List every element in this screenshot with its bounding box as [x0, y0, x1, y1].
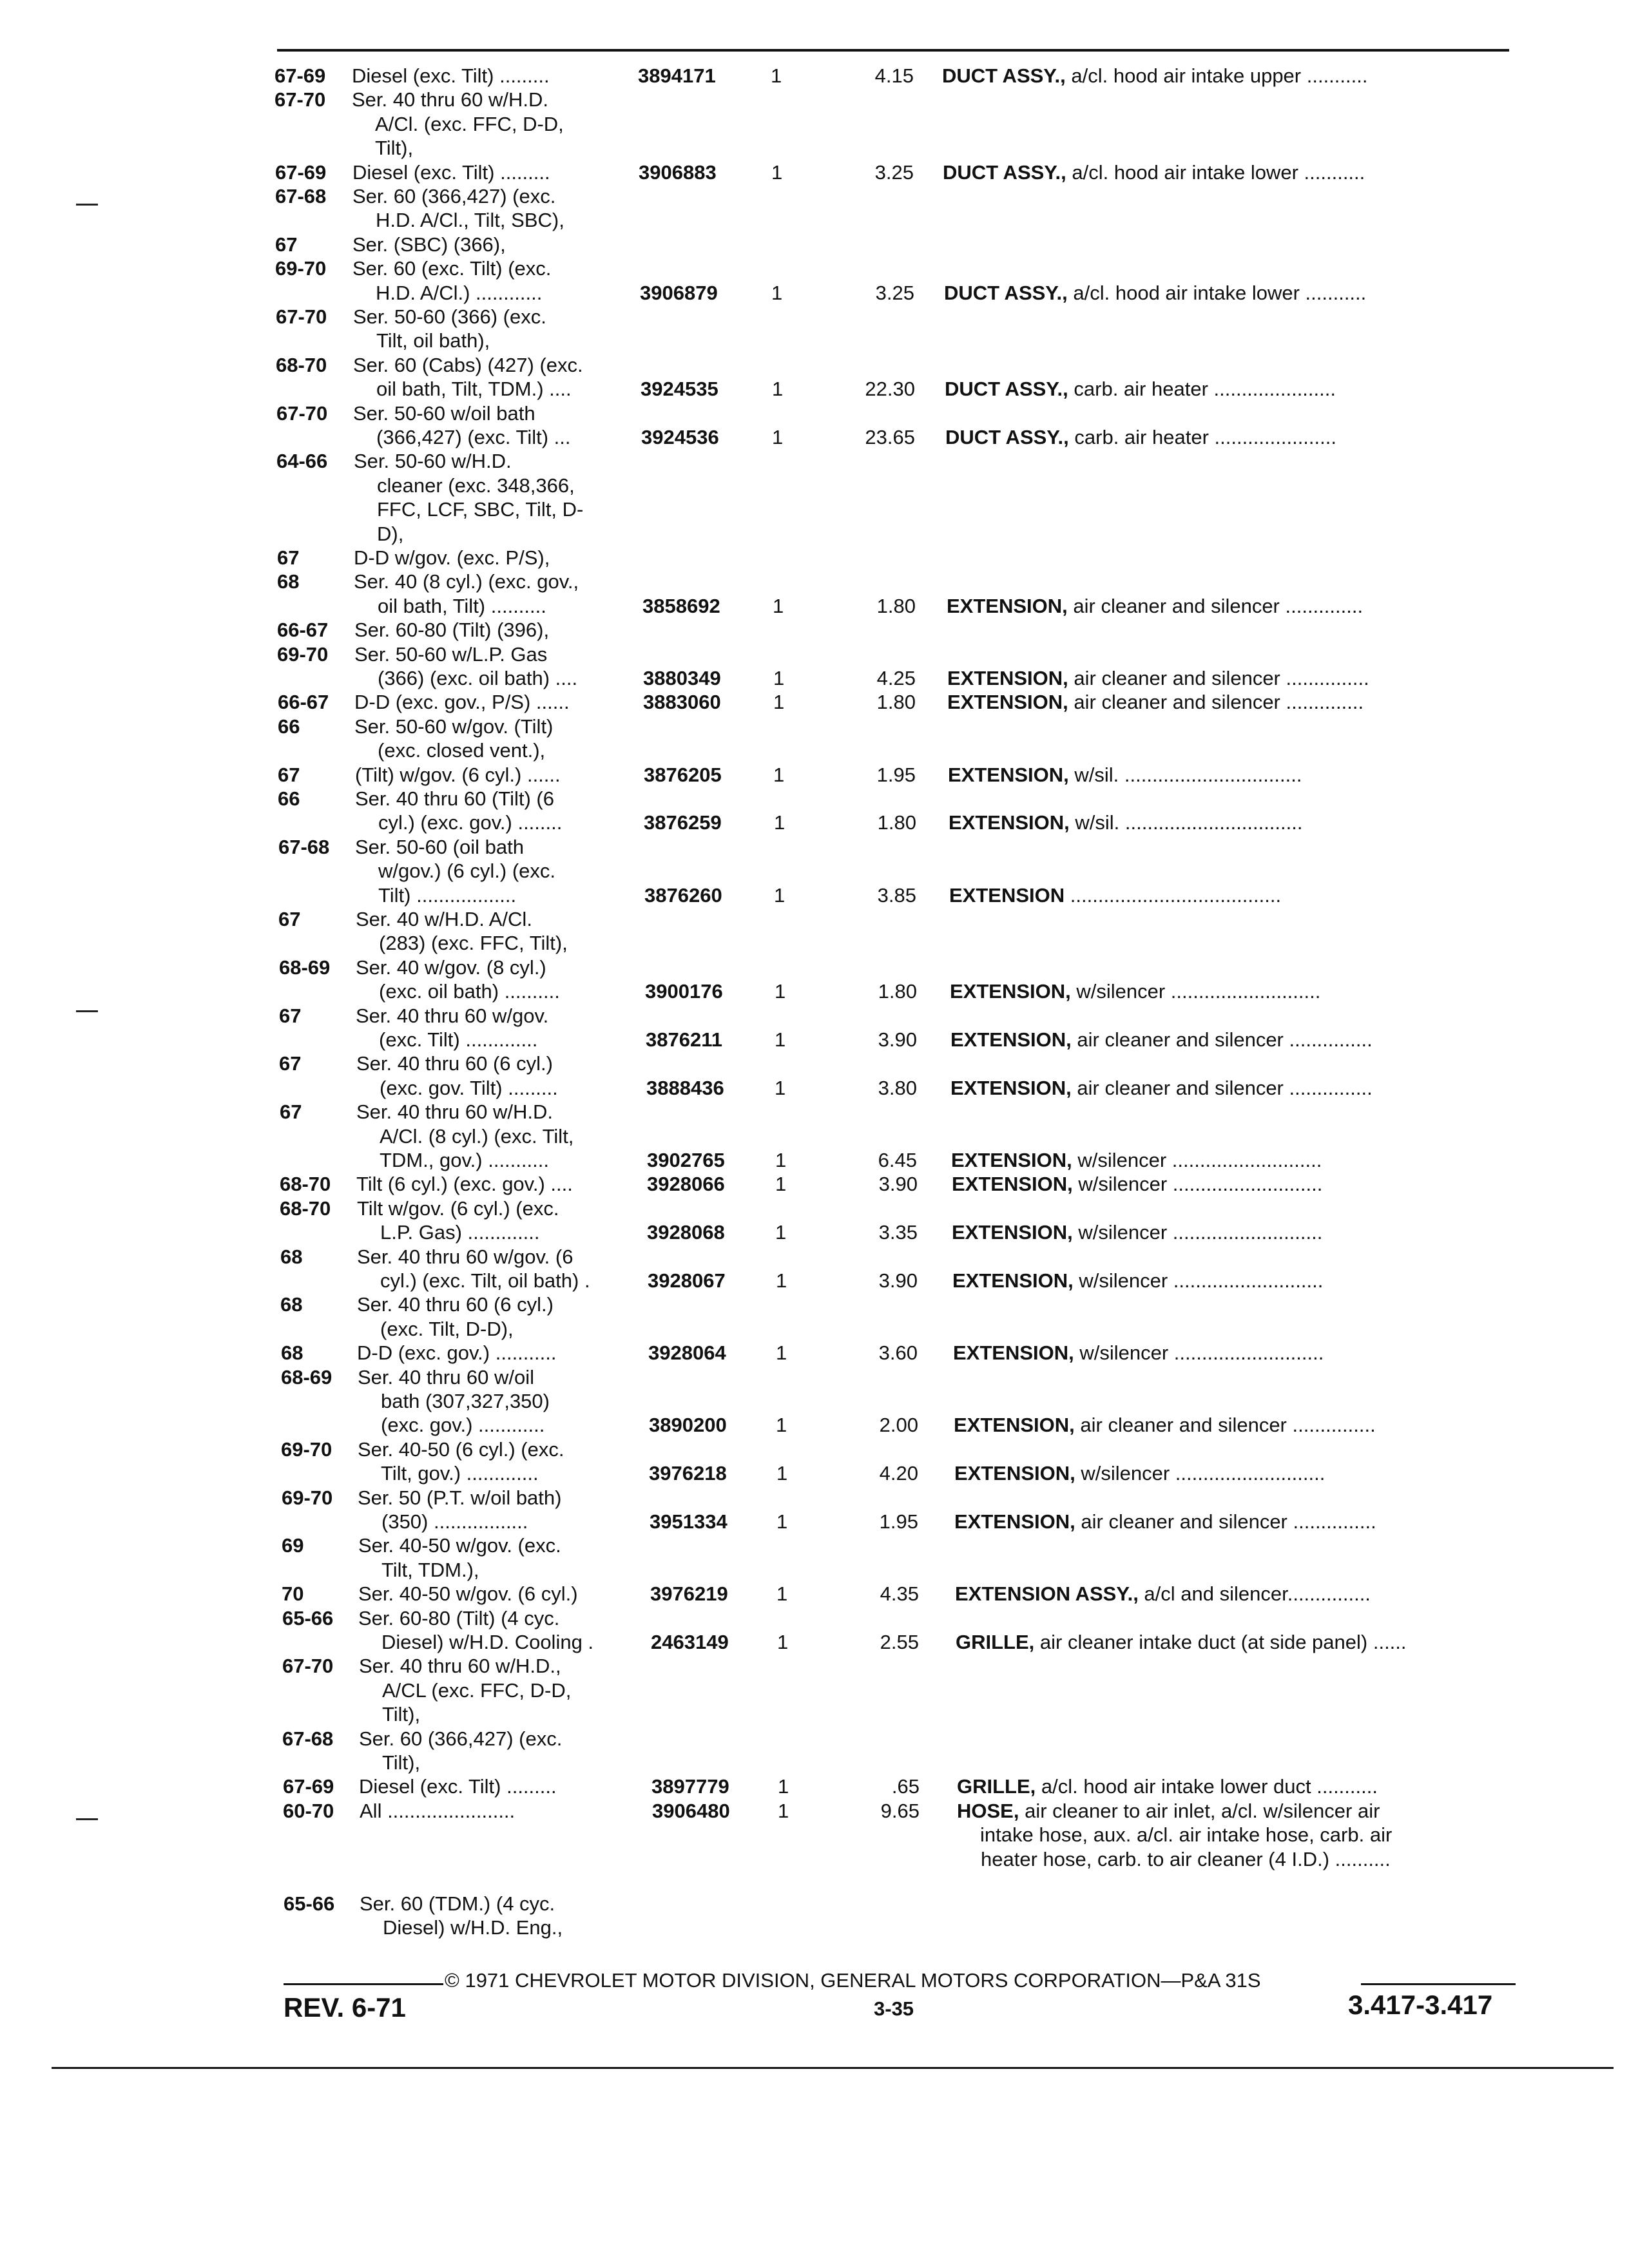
part-name: EXTENSION,: [950, 980, 1071, 1003]
part-description: [952, 1173, 1322, 1196]
part-description-text: w/silencer ...........................: [1072, 1173, 1323, 1196]
list-price: 3.60: [878, 1341, 918, 1365]
part-name: EXTENSION,: [947, 667, 1068, 689]
application-text: (350) .................: [381, 1510, 528, 1533]
part-number: 3928067: [648, 1269, 726, 1292]
part-number: 3951334: [650, 1510, 728, 1533]
application-text: Ser. 40 thru 60 (6 cyl.): [357, 1293, 554, 1316]
list-price: 3.90: [878, 1269, 918, 1292]
quantity: 1: [771, 64, 782, 87]
part-description-text: air cleaner intake duct (at side panel) ......: [1034, 1631, 1407, 1653]
part-number: 3902765: [647, 1149, 725, 1171]
quantity: 1: [771, 281, 783, 304]
quantity: 1: [775, 980, 786, 1003]
part-description-text: w/sil. ................................: [1069, 811, 1303, 834]
application-text: Tilt),: [382, 1703, 421, 1726]
list-price: 3.35: [878, 1221, 918, 1244]
application-text: A/CL (exc. FFC, D-D,: [382, 1678, 572, 1702]
part-description: [957, 1800, 1380, 1823]
application-text: Ser. 40 thru 60 w/H.D.: [356, 1100, 553, 1124]
application-text: H.D. A/Cl., Tilt, SBC),: [376, 209, 564, 232]
application-text: Tilt (6 cyl.) (exc. gov.) ....: [356, 1173, 573, 1196]
list-price: 3.90: [878, 1028, 917, 1051]
part-number: 3928064: [648, 1341, 726, 1365]
application-text: D-D (exc. gov., P/S) ......: [354, 691, 570, 714]
part-description-text: carb. air heater ......................: [1068, 426, 1336, 448]
part-description-continued: heater hose, carb. to air cleaner (4 I.D.) ..........: [981, 1847, 1391, 1870]
quantity: 1: [774, 811, 786, 834]
application-text: oil bath, Tilt, TDM.) ....: [376, 378, 572, 401]
part-number: 3880349: [643, 667, 721, 689]
model-year: 68-69: [279, 956, 331, 979]
application-text: Ser. 40 w/gov. (8 cyl.): [356, 956, 546, 979]
list-price: 1.80: [877, 811, 916, 834]
part-description-continued: intake hose, aux. a/cl. air intake hose, carb. air: [980, 1823, 1393, 1847]
part-name: DUCT ASSY.,: [942, 64, 1066, 87]
application-text: (exc. oil bath) ..........: [379, 980, 560, 1003]
margin-mark: [76, 1818, 98, 1820]
part-description-text: w/sil. ................................: [1068, 763, 1302, 786]
model-year: 67: [279, 1052, 302, 1075]
application-text: Ser. 40 (8 cyl.) (exc. gov.,: [354, 570, 579, 593]
part-description-text: a/cl. hood air intake lower ...........: [1067, 281, 1367, 304]
part-number: 3894171: [638, 64, 716, 87]
application-text: Ser. 60 (exc. Tilt) (exc.: [352, 257, 552, 280]
application-text: Ser. 40 thru 60 w/H.D.,: [359, 1655, 561, 1678]
application-text: Ser. 50-60 (366) (exc.: [353, 305, 546, 328]
application-text: Ser. 50-60 w/H.D.: [354, 450, 512, 473]
part-description: [952, 1221, 1322, 1244]
part-number: 2463149: [651, 1631, 729, 1653]
list-price: 3.80: [878, 1076, 917, 1099]
application-text: L.P. Gas) .............: [380, 1221, 540, 1244]
application-text: Ser. 40 w/H.D. A/Cl.: [356, 908, 532, 930]
part-description-text: air cleaner and silencer ..............: [1067, 594, 1364, 617]
model-year: 69-70: [281, 1437, 333, 1461]
part-description-text: w/silencer ...........................: [1074, 1341, 1324, 1365]
quantity: 1: [778, 1799, 789, 1822]
part-name: EXTENSION,: [953, 1341, 1074, 1365]
page-number: 3-35: [874, 1997, 914, 2020]
model-year: 68-70: [280, 1173, 331, 1196]
revision-label: REV. 6-71: [284, 1992, 406, 2023]
list-price: 6.45: [878, 1149, 917, 1171]
application-text: (366,427) (exc. Tilt) ...: [376, 426, 571, 448]
part-description: [949, 884, 1281, 907]
quantity: 1: [771, 160, 783, 184]
part-number: 3924536: [641, 426, 719, 448]
part-name: GRILLE,: [956, 1631, 1035, 1653]
part-name: DUCT ASSY.,: [945, 378, 1068, 401]
part-description: [952, 1269, 1323, 1293]
model-year: 65-66: [284, 1892, 335, 1915]
part-name: EXTENSION,: [952, 1269, 1074, 1292]
application-text: (366) (exc. oil bath) ....: [378, 667, 578, 689]
model-year: 69-70: [277, 642, 329, 666]
application-text: Ser. 40 thru 60 (6 cyl.): [356, 1052, 553, 1075]
part-description: [951, 1149, 1322, 1172]
part-number: 3897779: [651, 1775, 729, 1798]
application-text: w/gov.) (6 cyl.) (exc.: [378, 860, 556, 883]
application-text: Ser. (SBC) (366),: [352, 233, 506, 256]
quantity: 1: [776, 1269, 787, 1292]
quantity: 1: [776, 1510, 788, 1533]
application-text: D-D (exc. gov.) ...........: [357, 1341, 557, 1365]
quantity: 1: [773, 594, 784, 617]
list-price: .65: [891, 1775, 920, 1798]
application-text: Ser. 40-50 w/gov. (exc.: [358, 1534, 561, 1557]
list-price: 4.15: [874, 64, 914, 87]
application-text: TDM., gov.) ...........: [380, 1149, 549, 1171]
quantity: 1: [776, 1341, 787, 1365]
model-year: 67: [278, 908, 301, 930]
quantity: 1: [777, 1631, 789, 1653]
model-year: 67-69: [283, 1775, 334, 1798]
part-name: DUCT ASSY.,: [944, 281, 1068, 304]
application-text: Tilt w/gov. (6 cyl.) (exc.: [357, 1196, 559, 1220]
application-text: Ser. 50-60 w/L.P. Gas: [354, 642, 548, 666]
model-year: 67-70: [275, 88, 326, 111]
application-text: Diesel (exc. Tilt) .........: [359, 1775, 557, 1798]
application-text: Diesel (exc. Tilt) .........: [352, 64, 550, 87]
list-price: 3.25: [874, 160, 914, 184]
application-text: cyl.) (exc. gov.) ........: [378, 811, 563, 834]
quantity: 1: [773, 691, 785, 714]
model-year: 67: [280, 1100, 302, 1124]
part-name: EXTENSION,: [954, 1462, 1075, 1485]
model-year: 67: [279, 1004, 302, 1027]
quantity: 1: [772, 426, 784, 448]
part-description: [950, 1028, 1373, 1052]
application-text: cyl.) (exc. Tilt, oil bath) .: [380, 1269, 590, 1292]
model-year: 68: [277, 570, 300, 593]
part-number: 3976219: [650, 1582, 728, 1606]
quantity: 1: [774, 883, 786, 907]
model-year: 68-69: [281, 1365, 333, 1389]
quantity: 1: [776, 1582, 788, 1606]
application-text: cleaner (exc. 348,366,: [377, 474, 575, 497]
list-price: 1.95: [876, 763, 916, 786]
model-year: 68: [281, 1341, 304, 1365]
part-name: EXTENSION,: [948, 763, 1069, 786]
part-description: [955, 1582, 1371, 1606]
part-name: EXTENSION,: [954, 1414, 1075, 1437]
model-year: 69-70: [275, 257, 327, 280]
application-text: A/Cl. (exc. FFC, D-D,: [375, 112, 564, 135]
quantity: 1: [776, 1414, 787, 1437]
part-name: DUCT ASSY.,: [945, 426, 1069, 448]
application-text: (exc. Tilt, D-D),: [380, 1317, 514, 1340]
quantity: 1: [778, 1775, 789, 1798]
part-description: [956, 1631, 1407, 1654]
part-name: EXTENSION,: [947, 691, 1068, 714]
part-number: 3900176: [645, 980, 723, 1003]
model-year: 69-70: [282, 1486, 333, 1509]
part-number: 3883060: [643, 691, 721, 714]
part-description-text: air cleaner and silencer ...............: [1068, 667, 1369, 689]
model-year: 65-66: [282, 1606, 334, 1629]
list-price: 3.90: [878, 1173, 918, 1196]
part-name: EXTENSION,: [949, 811, 1070, 834]
model-year: 67-69: [275, 64, 326, 87]
part-description: [954, 1510, 1376, 1533]
part-description: [942, 64, 1367, 88]
part-description-text: air cleaner and silencer ...............: [1075, 1510, 1376, 1533]
application-text: Ser. 50-60 w/gov. (Tilt): [354, 715, 554, 738]
model-year: 67-68: [278, 835, 330, 858]
application-text: Tilt) ..................: [378, 883, 517, 907]
application-text: (283) (exc. FFC, Tilt),: [379, 932, 568, 955]
bottom-rule: [52, 2067, 1614, 2069]
part-description-text: ......................................: [1065, 883, 1282, 907]
list-price: 4.20: [879, 1462, 918, 1485]
part-name: EXTENSION,: [952, 1173, 1073, 1196]
model-year: 68-70: [276, 353, 327, 376]
application-text: Ser. 60-80 (Tilt) (396),: [354, 619, 550, 642]
model-year: 68-70: [280, 1196, 331, 1220]
part-name: GRILLE,: [957, 1775, 1036, 1798]
application-text: bath (307,327,350): [381, 1390, 550, 1412]
list-price: 3.85: [877, 883, 916, 907]
list-price: 9.65: [880, 1799, 920, 1822]
application-text: Tilt, oil bath),: [376, 329, 490, 352]
part-name: EXTENSION: [949, 883, 1065, 907]
part-number: 3876205: [644, 763, 722, 786]
part-number: 3906480: [652, 1799, 730, 1822]
application-text: D),: [377, 522, 404, 545]
quantity: 1: [775, 1076, 786, 1099]
application-text: Tilt),: [375, 137, 414, 160]
model-year: 67: [275, 233, 298, 256]
part-name: EXTENSION,: [951, 1149, 1072, 1171]
application-text: Ser. 50-60 (oil bath: [355, 835, 524, 858]
list-price: 1.80: [876, 594, 916, 617]
application-text: (exc. closed vent.),: [378, 739, 546, 762]
part-name: HOSE,: [957, 1799, 1019, 1822]
part-name: EXTENSION,: [952, 1221, 1073, 1244]
part-description-text: w/silencer ...........................: [1070, 980, 1321, 1003]
part-name: DUCT ASSY.,: [943, 160, 1066, 184]
part-description-text: a/cl. hood air intake upper ...........: [1065, 64, 1368, 87]
application-text: A/Cl. (8 cyl.) (exc. Tilt,: [380, 1124, 574, 1148]
part-description-text: air cleaner and silencer ..............: [1068, 691, 1364, 714]
part-description: [947, 595, 1363, 618]
part-name: EXTENSION,: [954, 1510, 1075, 1533]
list-price: 2.55: [880, 1631, 919, 1653]
application-text: Ser. 50-60 w/oil bath: [353, 401, 535, 425]
model-year: 66: [278, 715, 300, 738]
application-text: Tilt, TDM.),: [381, 1558, 479, 1581]
list-price: 3.25: [875, 281, 914, 304]
model-year: 67-69: [275, 160, 327, 184]
list-price: 22.30: [865, 378, 915, 401]
part-description-text: w/silencer ...........................: [1072, 1221, 1323, 1244]
application-text: Ser. 40 thru 60 (Tilt) (6: [355, 787, 554, 810]
margin-mark: [76, 1010, 98, 1012]
list-price: 1.80: [876, 691, 916, 714]
part-description-text: a/cl and silencer...............: [1138, 1582, 1371, 1606]
part-description: [943, 161, 1365, 184]
list-price: 1.95: [879, 1510, 918, 1533]
application-text: (exc. gov. Tilt) .........: [380, 1076, 558, 1099]
part-number: 3924535: [641, 378, 718, 401]
part-name: EXTENSION,: [947, 594, 1068, 617]
part-name: EXTENSION,: [950, 1076, 1072, 1099]
application-text: Ser. 40 thru 60 w/gov.: [356, 1004, 549, 1027]
application-text: Tilt),: [382, 1751, 421, 1774]
part-description: [948, 764, 1302, 787]
model-year: 68: [280, 1245, 303, 1268]
application-text: Ser. 60 (366,427) (exc.: [352, 185, 556, 207]
copyright-line: © 1971 CHEVROLET MOTOR DIVISION, GENERAL MOTORS CORPORATION—P&A 31S: [445, 1969, 1261, 1992]
application-text: Diesel) w/H.D. Cooling .: [381, 1631, 594, 1653]
part-description: [950, 1077, 1373, 1100]
model-year: 64-66: [276, 450, 328, 473]
part-description-text: carb. air heater ......................: [1068, 378, 1336, 401]
quantity: 1: [773, 763, 785, 786]
part-description: [950, 980, 1320, 1003]
list-price: 4.35: [880, 1582, 919, 1606]
part-description-text: w/silencer ...........................: [1072, 1149, 1322, 1171]
model-year: 66-67: [277, 619, 329, 642]
model-year: 67-68: [282, 1727, 334, 1750]
part-description-text: a/cl. hood air intake lower duct ...........: [1036, 1775, 1378, 1798]
application-text: Ser. 60 (366,427) (exc.: [359, 1727, 563, 1750]
part-description: [947, 691, 1364, 714]
part-name: EXTENSION,: [950, 1028, 1072, 1051]
part-description: [957, 1775, 1378, 1798]
application-text: (exc. Tilt) .............: [379, 1028, 538, 1051]
application-text: Diesel (exc. Tilt) .........: [352, 160, 550, 184]
quantity: 1: [776, 1462, 788, 1485]
part-number: 3976218: [649, 1462, 727, 1485]
application-text: (Tilt) w/gov. (6 cyl.) ......: [355, 763, 561, 786]
model-year: 69: [282, 1534, 304, 1557]
part-description-text: air cleaner and silencer ...............: [1071, 1028, 1373, 1051]
model-year: 66-67: [278, 691, 329, 714]
footer-rule-right: [1361, 1983, 1516, 1985]
list-price: 1.80: [878, 980, 917, 1003]
part-name: EXTENSION ASSY.,: [955, 1582, 1139, 1606]
part-description: [944, 282, 1366, 305]
list-price: 4.25: [876, 667, 916, 689]
part-number: 3858692: [642, 594, 720, 617]
application-text: (exc. gov.) ............: [381, 1414, 545, 1437]
model-year: 60-70: [283, 1799, 334, 1822]
part-description: [949, 811, 1303, 834]
application-text: Tilt, gov.) .............: [381, 1462, 539, 1485]
quantity: 1: [775, 1173, 787, 1196]
part-number: 3876211: [646, 1028, 722, 1051]
part-description-text: w/silencer ...........................: [1075, 1462, 1325, 1485]
part-description: [954, 1414, 1376, 1437]
part-number: 3876259: [644, 811, 722, 834]
margin-mark: [76, 204, 98, 206]
application-text: FFC, LCF, SBC, Tilt, D-: [377, 498, 584, 521]
part-number: 3928066: [647, 1173, 725, 1196]
list-price: 23.65: [865, 426, 915, 448]
application-text: Ser. 60 (TDM.) (4 cyc.: [360, 1892, 555, 1915]
part-description: [945, 378, 1336, 401]
application-text: All .......................: [360, 1799, 516, 1822]
application-text: oil bath, Tilt) ..........: [378, 594, 546, 617]
application-text: Ser. 40 thru 60 w/oil: [358, 1365, 534, 1389]
list-price: 2.00: [879, 1414, 918, 1437]
model-year: 67-70: [276, 401, 328, 425]
application-text: Ser. 40 thru 60 w/gov. (6: [357, 1245, 574, 1268]
model-year: 67-70: [282, 1655, 334, 1678]
model-year: 70: [282, 1582, 304, 1606]
application-text: Ser. 60 (Cabs) (427) (exc.: [353, 353, 583, 376]
application-text: Ser. 40-50 (6 cyl.) (exc.: [358, 1437, 564, 1461]
model-year: 67: [278, 763, 300, 786]
top-rule: [277, 49, 1509, 52]
part-number: 3890200: [649, 1414, 727, 1437]
model-year: 66: [278, 787, 300, 810]
part-description-text: air cleaner and silencer ...............: [1074, 1414, 1376, 1437]
model-year: 67-68: [275, 185, 327, 207]
application-text: Ser. 60-80 (Tilt) (4 cyc.: [358, 1606, 560, 1629]
part-number: 3888436: [646, 1076, 724, 1099]
part-number: 3876260: [644, 883, 722, 907]
part-number: 3906883: [639, 160, 717, 184]
model-year: 67: [277, 546, 300, 569]
quantity: 1: [775, 1221, 787, 1244]
application-text: Ser. 40-50 w/gov. (6 cyl.): [358, 1582, 578, 1606]
section-number: 3.417-3.417: [1348, 1990, 1493, 2020]
application-text: Ser. 50 (P.T. w/oil bath): [358, 1486, 562, 1509]
part-number: 3906879: [640, 281, 718, 304]
quantity: 1: [772, 378, 784, 401]
application-text: H.D. A/Cl.) ............: [376, 281, 543, 304]
quantity: 1: [773, 667, 785, 689]
quantity: 1: [775, 1028, 786, 1051]
model-year: 68: [280, 1293, 303, 1316]
part-description-text: air cleaner and silencer ...............: [1071, 1076, 1373, 1099]
part-description: [945, 426, 1336, 449]
part-number: 3928068: [647, 1221, 725, 1244]
part-description: [947, 667, 1369, 690]
part-description-text: air cleaner to air inlet, a/cl. w/silencer air: [1019, 1799, 1380, 1822]
part-description: [954, 1462, 1325, 1485]
application-text: D-D w/gov. (exc. P/S),: [354, 546, 550, 569]
quantity: 1: [775, 1149, 787, 1171]
application-text: Diesel) w/H.D. Eng.,: [383, 1916, 563, 1939]
part-description-text: w/silencer ...........................: [1073, 1269, 1324, 1292]
footer-rule-left: [284, 1983, 443, 1985]
part-description-text: a/cl. hood air intake lower ...........: [1066, 160, 1365, 184]
part-description: [953, 1341, 1324, 1365]
application-text: Ser. 40 thru 60 w/H.D.: [352, 88, 548, 111]
model-year: 67-70: [276, 305, 327, 328]
